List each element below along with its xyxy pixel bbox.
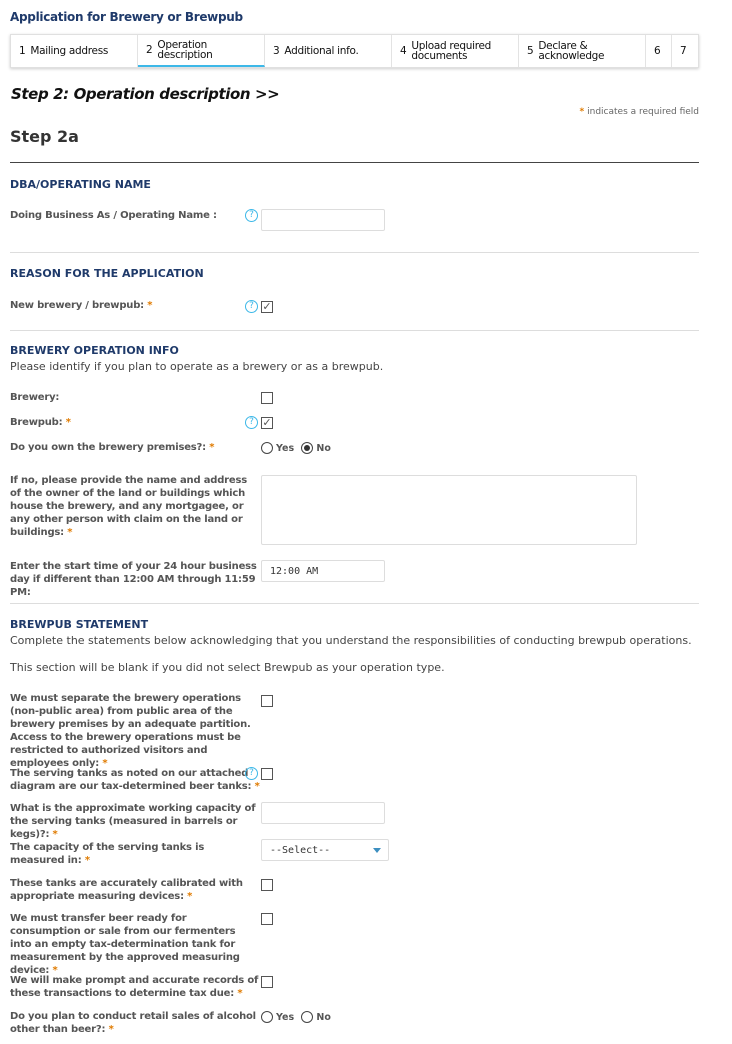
required-text: indicates a required field — [587, 107, 699, 117]
q-retail-sales-label — [10, 1010, 260, 1036]
dba-input[interactable] — [261, 209, 385, 231]
chevron-down-icon — [373, 848, 381, 853]
required-star: * — [67, 527, 73, 538]
tab-number: 1 — [19, 45, 26, 57]
divider — [10, 252, 699, 253]
transfer-beer-checkbox[interactable] — [261, 913, 273, 925]
label-text: We must transfer beer ready for consumption or sale from our fermenters into an empty tax-determination tank for measurement by the approved measuring device: — [10, 913, 240, 976]
capacity-input[interactable] — [261, 802, 385, 824]
start-time-input[interactable]: 12:00 AM — [261, 560, 385, 582]
divider — [10, 162, 699, 163]
select-value: --Select-- — [270, 844, 331, 856]
label-text: The capacity of the serving tanks is measured in: — [10, 842, 205, 866]
label-text: We will make prompt and accurate records of these transactions to determine tax due: — [10, 975, 259, 999]
section-heading-reason: REASON FOR THE APPLICATION — [10, 267, 204, 280]
help-icon[interactable]: ? — [245, 767, 258, 780]
own-premises-radio-group — [261, 442, 335, 454]
label-text: If no, please provide the name and address of the owner of the land or buildings which house the brewery, and any mortgagee, or any other person with claim on the land or buildings: — [10, 475, 247, 538]
serving-tanks-checkbox[interactable] — [261, 768, 273, 780]
brewery-label: Brewery: — [10, 392, 60, 403]
required-star: * — [65, 417, 71, 428]
help-icon[interactable]: ? — [245, 416, 258, 429]
label-text: Do you own the brewery premises?: — [10, 442, 206, 453]
required-star: * — [52, 829, 58, 840]
substep-heading: Step 2a — [10, 127, 79, 146]
app-title: Application for Brewery or Brewpub — [10, 10, 243, 24]
help-icon[interactable]: ? — [245, 209, 258, 222]
divider — [10, 603, 699, 604]
operation-description: Please identify if you plan to operate as a brewery or as a brewpub. — [10, 360, 384, 373]
brewery-checkbox[interactable] — [261, 392, 273, 404]
owner-info-textarea[interactable] — [261, 475, 637, 545]
q-serving-tanks-label — [10, 767, 260, 793]
radio-label: No — [316, 1011, 331, 1023]
radio-label: Yes — [276, 442, 295, 454]
q-measured-in-label — [10, 841, 260, 867]
label-text: New brewery / brewpub: — [10, 300, 144, 311]
tab-label: Mailing address — [30, 45, 109, 57]
required-star: * — [209, 442, 215, 453]
label-text: Do you plan to conduct retail sales of alcohol other than beer?: — [10, 1011, 256, 1035]
records-checkbox[interactable] — [261, 976, 273, 988]
label-text: We must separate the brewery operations (non-public area) from public area of the brewery premises by an adequate partition. Access to the brewery operations must be restricted to authorized visitors and employees only: — [10, 693, 251, 769]
retail-yes-radio[interactable] — [261, 1011, 273, 1023]
own-yes-radio[interactable] — [261, 442, 273, 454]
calibrated-checkbox[interactable] — [261, 879, 273, 891]
own-premises-label — [10, 441, 260, 454]
own-no-radio[interactable] — [301, 442, 313, 454]
tab-additional-info[interactable] — [265, 35, 392, 67]
radio-label: No — [316, 442, 331, 454]
required-star: * — [254, 781, 260, 792]
new-brewery-checkbox[interactable]: ✓ — [262, 300, 272, 313]
q-records-label — [10, 974, 260, 1000]
tab-number: 6 — [654, 45, 661, 57]
brewpub-checkbox[interactable]: ✓ — [262, 416, 272, 429]
required-star: * — [102, 758, 108, 769]
tab-number: 2 — [146, 44, 153, 56]
tab-7[interactable] — [672, 35, 698, 67]
radio-label: Yes — [276, 1011, 295, 1023]
section-heading-brewpub: BREWPUB STATEMENT — [10, 618, 149, 631]
retail-no-radio[interactable] — [301, 1011, 313, 1023]
tab-declare-acknowledge[interactable] — [519, 35, 646, 67]
measured-in-select[interactable] — [261, 839, 389, 861]
dba-label: Doing Business As / Operating Name : — [10, 210, 217, 221]
tab-label: Operation description — [157, 39, 213, 61]
separate-operations-checkbox[interactable] — [261, 695, 273, 707]
required-note — [580, 107, 699, 117]
step-tabs — [10, 34, 699, 68]
tab-number: 3 — [273, 45, 280, 57]
brewpub-label — [10, 416, 260, 429]
required-star: * — [187, 891, 193, 902]
required-star: * — [52, 965, 58, 976]
help-icon[interactable]: ? — [245, 300, 258, 313]
label-text: These tanks are accurately calibrated with appropriate measuring devices: — [10, 878, 243, 902]
tab-number: 4 — [400, 45, 407, 57]
tab-upload-documents[interactable] — [392, 35, 519, 67]
tab-6[interactable] — [646, 35, 672, 67]
step-heading: Step 2: Operation description >> — [11, 85, 280, 103]
label-text: What is the approximate working capacity of the serving tanks (measured in barrels or kegs)?: — [10, 803, 256, 840]
new-brewery-label — [10, 299, 260, 312]
tab-operation-description[interactable] — [138, 35, 265, 67]
retail-sales-radio-group — [261, 1011, 335, 1023]
q-calibrated-label — [10, 877, 260, 903]
brewpub-note: This section will be blank if you did not select Brewpub as your operation type. — [10, 661, 445, 674]
tab-label: Additional info. — [284, 45, 359, 57]
label-text: The serving tanks as noted on our attached diagram are our tax-determined beer tanks: — [10, 768, 252, 792]
tab-number: 7 — [680, 45, 687, 57]
section-heading-operation: BREWERY OPERATION INFO — [10, 344, 179, 357]
divider — [10, 330, 699, 331]
q-capacity-label — [10, 802, 260, 841]
required-star: * — [147, 300, 153, 311]
section-heading-dba: DBA/OPERATING NAME — [10, 178, 151, 191]
tab-label: Declare & acknowledge — [538, 40, 605, 62]
required-star: * — [108, 1024, 114, 1035]
start-time-label: Enter the start time of your 24 hour business day if different than 12:00 AM through 11:59 PM: — [10, 561, 257, 598]
tab-label: Upload required documents — [411, 40, 492, 62]
required-star: * — [579, 107, 585, 117]
tab-mailing-address[interactable] — [11, 35, 138, 67]
required-star: * — [84, 855, 90, 866]
tab-number: 5 — [527, 45, 534, 57]
required-star: * — [237, 988, 243, 999]
brewpub-description: Complete the statements below acknowledging that you understand the responsibilities of conducting brewpub operations. — [10, 634, 692, 647]
owner-info-label — [10, 474, 260, 539]
q-separate-operations-label — [10, 692, 260, 770]
label-text: Brewpub: — [10, 417, 63, 428]
q-transfer-beer-label — [10, 912, 260, 977]
